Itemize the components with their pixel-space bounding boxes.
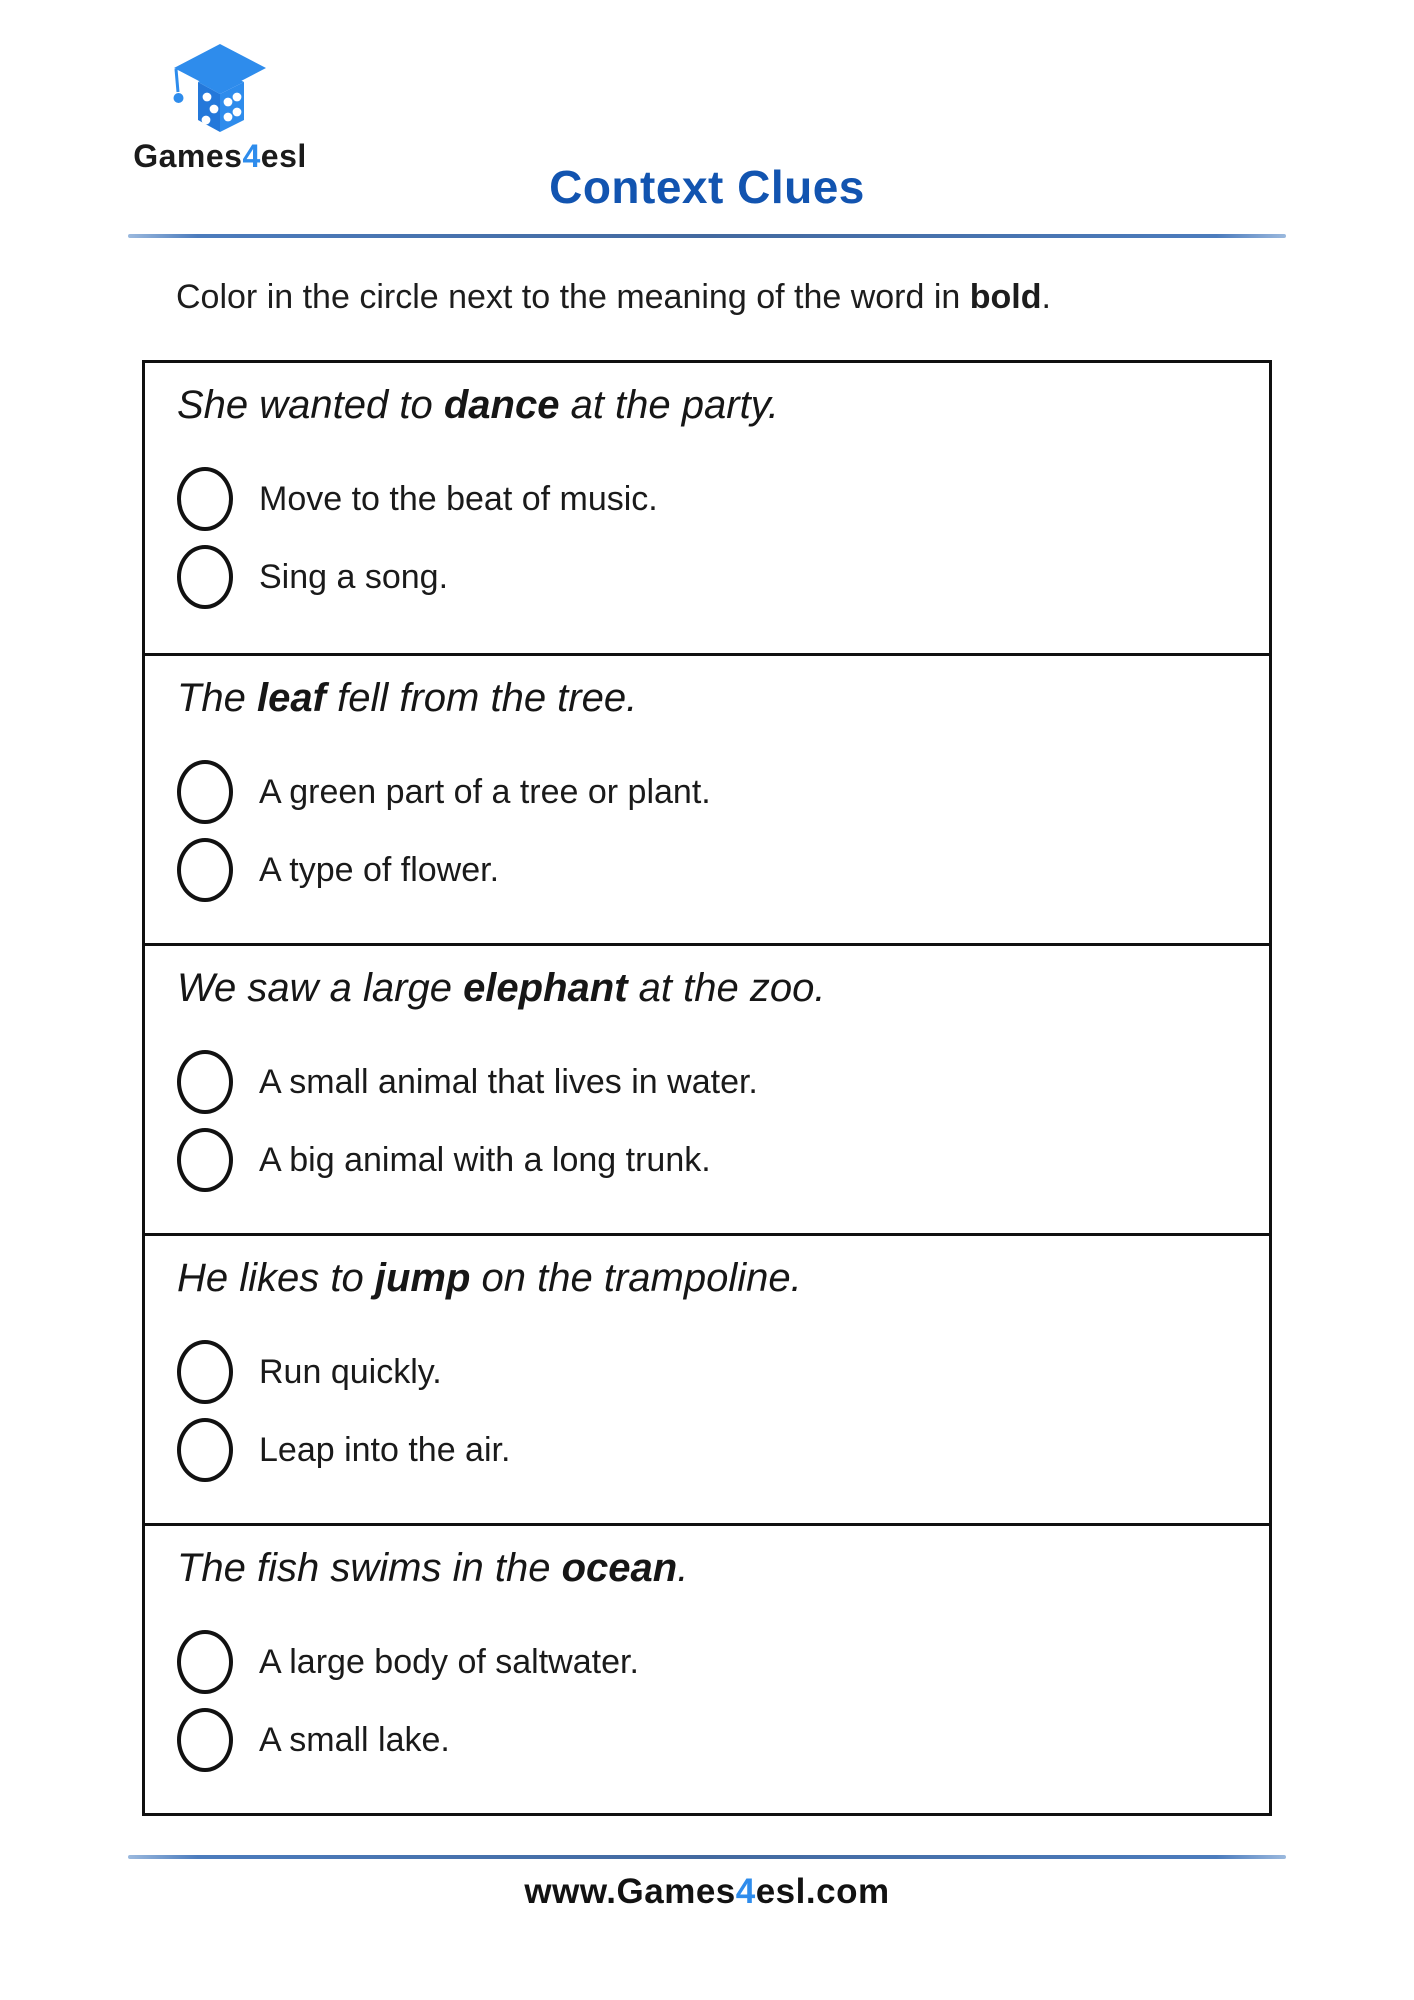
question-sentence <box>177 1254 1245 1302</box>
option-label: A large body of saltwater. <box>259 1642 639 1681</box>
answer-bubble[interactable] <box>177 1418 233 1482</box>
page-title: Context Clues <box>549 161 865 213</box>
sentence-prefix: We saw a large <box>177 966 464 1010</box>
answer-bubble[interactable] <box>177 1340 233 1404</box>
question-row-1 <box>145 363 1269 653</box>
brand-name-part-blue: 4 <box>242 138 261 174</box>
instruction-bold-word: bold <box>969 278 1042 316</box>
instruction-suffix: . <box>1041 278 1051 316</box>
sentence-suffix: at the party. <box>559 383 779 427</box>
header-divider <box>128 234 1286 238</box>
option-label: A green part of a tree or plant. <box>259 772 711 811</box>
footer-divider <box>128 1855 1286 1859</box>
option-label: A type of flower. <box>259 850 500 889</box>
sentence-bold-word: elephant <box>463 966 628 1010</box>
option-label: Sing a song. <box>259 557 449 596</box>
option-label: A big animal with a long trunk. <box>259 1140 711 1179</box>
brand-logo <box>110 42 330 175</box>
option-label: A small animal that lives in water. <box>259 1062 758 1101</box>
option-label: Move to the beat of music. <box>259 479 658 518</box>
option-label: A small lake. <box>259 1720 450 1759</box>
question-row-4 <box>145 1233 1269 1523</box>
answer-bubble[interactable] <box>177 1128 233 1192</box>
answer-option <box>177 1336 1245 1408</box>
instruction-prefix: Color in the circle next to the meaning of the word in <box>176 278 970 316</box>
questions-table <box>142 360 1272 1816</box>
answer-bubble[interactable] <box>177 1050 233 1114</box>
instructions-text <box>176 278 1051 317</box>
question-row-2 <box>145 653 1269 943</box>
url-part: esl.com <box>755 1872 890 1911</box>
answer-option <box>177 1046 1245 1118</box>
sentence-bold-word: jump <box>374 1256 471 1300</box>
question-row-5 <box>145 1523 1269 1813</box>
website-url <box>0 1872 1414 1912</box>
answer-bubble[interactable] <box>177 838 233 902</box>
sentence-bold-word: dance <box>443 383 560 427</box>
question-sentence <box>177 964 1245 1012</box>
sentence-suffix: at the zoo. <box>627 966 826 1010</box>
answer-option <box>177 1124 1245 1196</box>
answer-options <box>177 1626 1245 1776</box>
sentence-bold-word: leaf <box>257 676 326 720</box>
sentence-suffix: fell from the tree. <box>325 676 638 720</box>
option-label: Leap into the air. <box>259 1430 511 1469</box>
answer-bubble[interactable] <box>177 545 233 609</box>
graduation-cap-dice-icon <box>168 42 272 134</box>
url-part: www.Games <box>524 1872 736 1911</box>
answer-options <box>177 756 1245 906</box>
option-label: Run quickly. <box>259 1352 442 1391</box>
answer-option <box>177 756 1245 828</box>
sentence-suffix: on the trampoline. <box>470 1256 802 1300</box>
sentence-suffix: . <box>677 1546 689 1590</box>
answer-option <box>177 1626 1245 1698</box>
answer-options <box>177 1336 1245 1486</box>
answer-option <box>177 541 1245 613</box>
question-sentence <box>177 1544 1245 1592</box>
sentence-prefix: She wanted to <box>177 383 444 427</box>
question-sentence <box>177 381 1245 429</box>
answer-option <box>177 834 1245 906</box>
url-part-blue: 4 <box>735 1872 756 1911</box>
answer-option <box>177 1414 1245 1486</box>
answer-option <box>177 1704 1245 1776</box>
question-sentence <box>177 674 1245 722</box>
question-row-3 <box>145 943 1269 1233</box>
brand-name-part: Games <box>133 138 243 174</box>
answer-bubble[interactable] <box>177 1630 233 1694</box>
answer-bubble[interactable] <box>177 760 233 824</box>
answer-option <box>177 463 1245 535</box>
sentence-prefix: The <box>177 676 258 720</box>
brand-name-part: esl <box>260 138 307 174</box>
answer-options <box>177 463 1245 613</box>
answer-bubble[interactable] <box>177 1708 233 1772</box>
sentence-prefix: He likes to <box>177 1256 375 1300</box>
answer-bubble[interactable] <box>177 467 233 531</box>
sentence-prefix: The fish swims in the <box>177 1546 562 1590</box>
answer-options <box>177 1046 1245 1196</box>
sentence-bold-word: ocean <box>561 1546 678 1590</box>
